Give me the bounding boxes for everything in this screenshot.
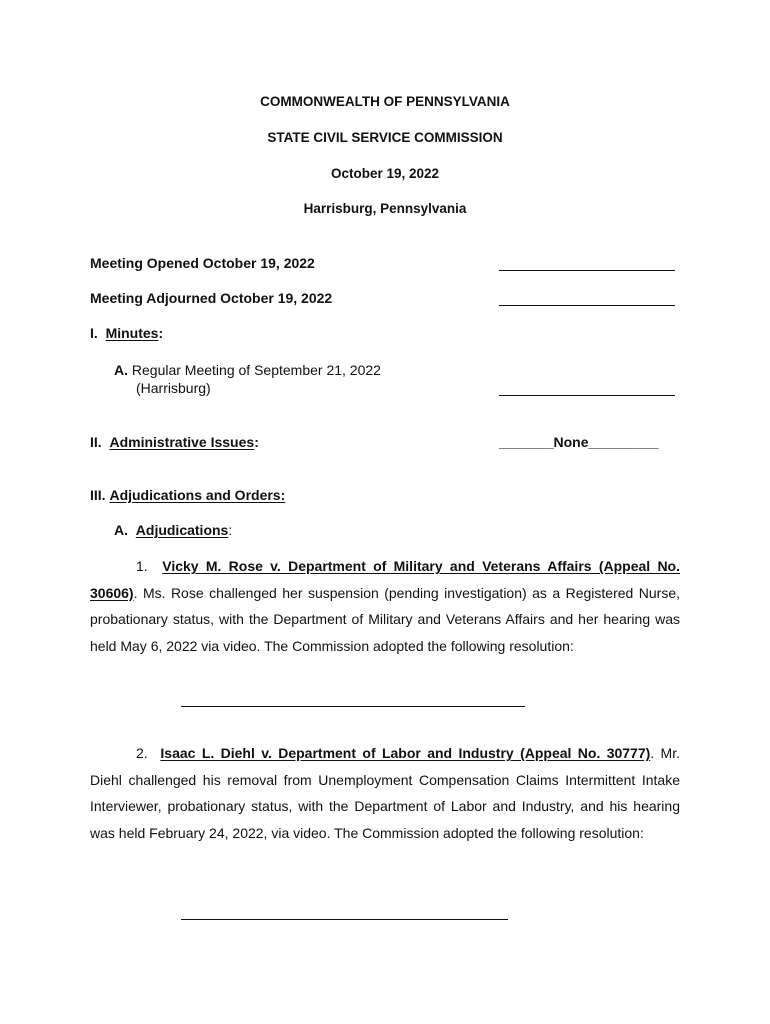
case-2-caption: Isaac L. Diehl v. Department of Labor and Industry (Appeal No. 30777) — [160, 745, 651, 761]
section-3-sub-a — [114, 522, 232, 538]
header-commission: STATE CIVIL SERVICE COMMISSION — [267, 130, 503, 145]
section-3-sub-a-title: Adjudications — [135, 522, 229, 538]
header-commonwealth: COMMONWEALTH OF PENNSYLVANIA — [260, 94, 510, 109]
section-2-colon: : — [254, 434, 259, 450]
section-3-title: Adjudications and Orders: — [109, 487, 286, 503]
meeting-adjourned-signature-line — [499, 305, 675, 306]
case-1-caption: Vicky M. Rose v. Department of Military and Veterans Affairs (Appeal No. 30606) — [90, 558, 680, 601]
case-2-number: 2. — [136, 745, 148, 761]
section-1-item-a-letter: A. — [114, 362, 128, 378]
meeting-opened-signature-line — [499, 270, 675, 271]
case-1-paragraph — [90, 553, 680, 659]
section-3-sub-a-letter: A. — [114, 522, 128, 538]
case-1-number: 1. — [136, 558, 148, 574]
case-2-text: . Mr. Diehl challenged his removal from Unemployment Compensation Claims Intermittent Intake Interviewer, probationary status, with the Department of Labor and Industry, and his hearing was held February 24, 2022, via video. The Commission adopted the following resolution: — [90, 745, 680, 841]
meeting-adjourned: Meeting Adjourned October 19, 2022 — [90, 290, 333, 306]
case-1-resolution-line — [181, 706, 525, 707]
section-1-item-a-location: (Harrisburg) — [136, 380, 211, 396]
case-2-paragraph — [90, 740, 680, 846]
section-1-numeral: I. — [90, 325, 98, 341]
section-2-title: Administrative Issues — [109, 434, 255, 450]
case-2-resolution-line — [181, 919, 508, 920]
section-2-status: _______None_________ — [499, 434, 659, 450]
section-1-colon: : — [158, 325, 164, 341]
section-1-item-a — [114, 362, 381, 378]
header-location: Harrisburg, Pennsylvania — [303, 201, 467, 216]
section-1-item-a-text: Regular Meeting of September 21, 2022 — [131, 362, 381, 378]
section-2-heading — [90, 434, 259, 450]
section-1-heading — [90, 325, 163, 341]
section-3-heading — [90, 487, 285, 503]
section-1-title: Minutes — [105, 325, 159, 341]
section-1-item-a-signature-line — [499, 395, 675, 396]
section-2-numeral: II. — [90, 434, 102, 450]
case-1-text: . Ms. Rose challenged her suspension (pending investigation) as a Registered Nurse, probationary status, with the Department of Military and Veterans Affairs and her hearing was held May 6, 2022 via video. The Commission adopted the following resolution: — [90, 584, 680, 654]
section-3-sub-a-colon: : — [228, 522, 233, 538]
meeting-opened: Meeting Opened October 19, 2022 — [90, 255, 315, 271]
section-3-numeral: III. — [90, 487, 106, 503]
header-date: October 19, 2022 — [330, 166, 440, 181]
